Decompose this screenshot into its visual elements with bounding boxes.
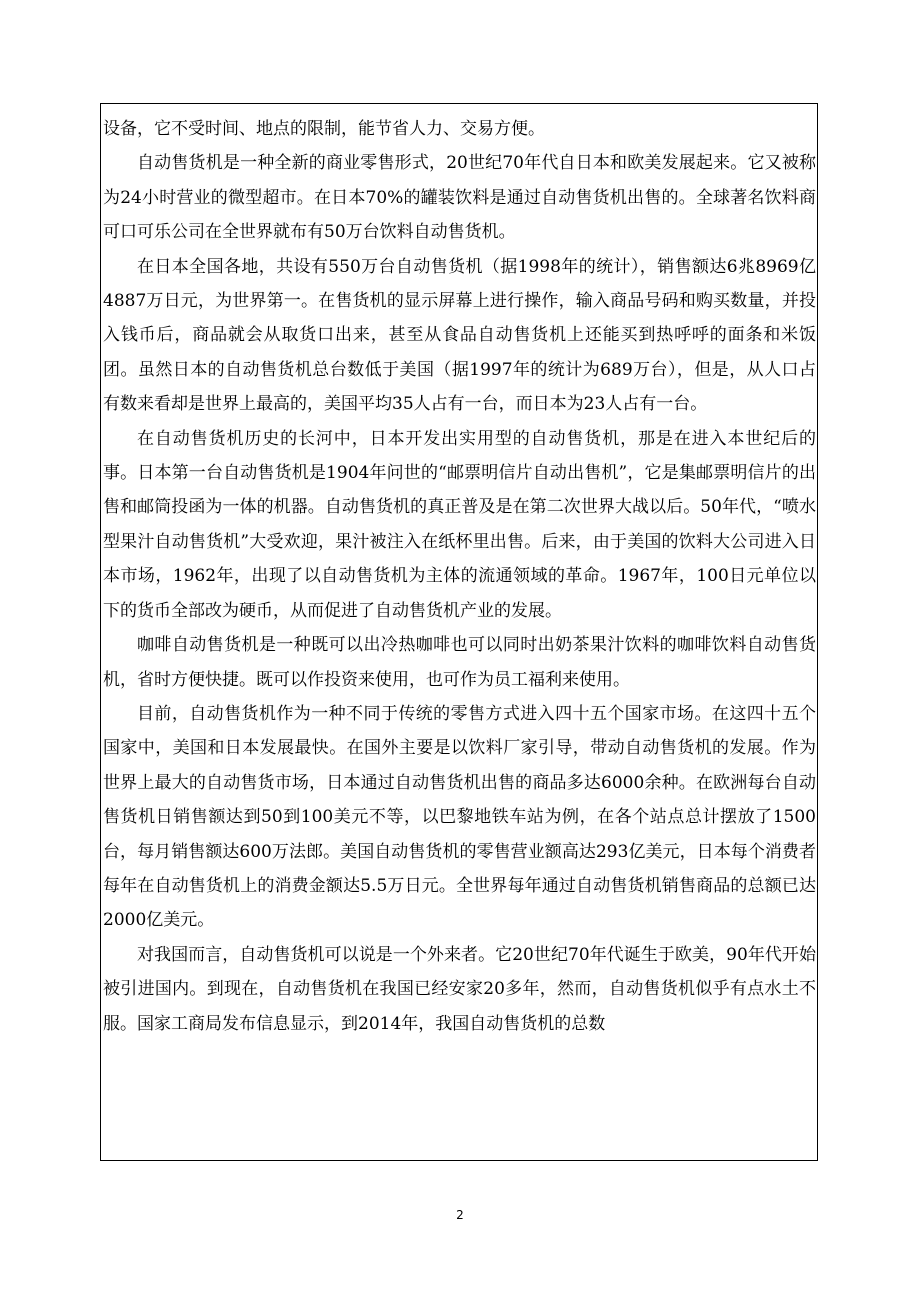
document-body xyxy=(103,112,816,1041)
paragraph-continuation: 设备，它不受时间、地点的限制，能节省人力、交易方便。 xyxy=(103,119,545,139)
paragraph: 在自动售货机历史的长河中，日本开发出实用型的自动售货机，那是在进入本世纪后的事。日本第一台自动售货机是1904年问世的“邮票明信片自动出售机”，它是集邮票明信片的出售和邮筒投函为一体的机器。自动售货机的真正普及是在第二次世界大战以后。50年代，“喷水型果汁自动售货机”大受欢迎，果汁被注入在纸杯里出售。后来，由于美国的饮料大公司进入日本市场，1962年，出现了以自动售货机为主体的流通领域的革命。1967年，100日元单位以下的货币全部改为硬币，从而促进了自动售货机产业的发展。 xyxy=(103,428,816,621)
paragraph: 对我国而言，自动售货机可以说是一个外来者。它20世纪70年代诞生于欧美，90年代开始被引进国内。到现在，自动售货机在我国已经安家20多年，然而，自动售货机似乎有点水土不服。国家工商局发布信息显示，到2014年，我国自动售货机的总数 xyxy=(103,944,816,1034)
paragraph: 在日本全国各地，共设有550万台自动售货机（据1998年的统计），销售额达6兆8969亿4887万日元，为世界第一。在售货机的显示屏幕上进行操作，输入商品号码和购买数量，并投入钱币后，商品就会从取货口出来，甚至从食品自动售货机上还能买到热呼呼的面条和米饭团。虽然日本的自动售货机总台数低于美国（据1997年的统计为689万台），但是，从人口占有数来看却是世界上最高的，美国平均35人占有一台，而日本为23人占有一台。 xyxy=(103,256,816,415)
page-number: 2 xyxy=(456,1208,464,1222)
paragraph: 自动售货机是一种全新的商业零售形式，20世纪70年代自日本和欧美发展起来。它又被称为24小时营业的微型超市。在日本70%的罐装饮料是通过自动售货机出售的。全球著名饮料商可口可乐公司在全世界就布有50万台饮料自动售货机。 xyxy=(103,153,816,243)
paragraph: 目前，自动售货机作为一种不同于传统的零售方式进入四十五个国家市场。在这四十五个国家中，美国和日本发展最快。在国外主要是以饮料厂家引导，带动自动售货机的发展。作为世界上最大的自动售货市场，日本通过自动售货机出售的商品多达6000余种。在欧洲每台自动售货机日销售额达到50到100美元不等，以巴黎地铁车站为例，在各个站点总计摆放了1500台，每月销售额达600万法郎。美国自动售货机的零售营业额高达293亿美元，日本每个消费者每年在自动售货机上的消费金额达5.5万日元。全世界每年通过自动售货机销售商品的总额已达2000亿美元。 xyxy=(103,703,816,931)
paragraph: 咖啡自动售货机是一种既可以出冷热咖啡也可以同时出奶茶果汁饮料的咖啡饮料自动售货机，省时方便快捷。既可以作投资来使用，也可作为员工福利来使用。 xyxy=(103,635,816,690)
